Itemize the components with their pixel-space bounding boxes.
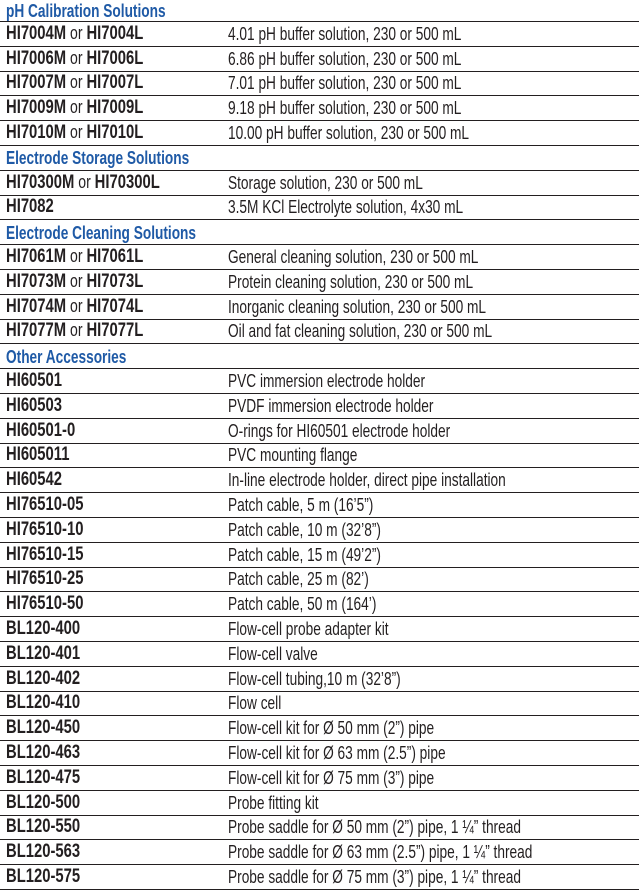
section-header-ph-calibration [0, 0, 639, 22]
description: Storage solution, 230 or 500 mL [228, 171, 423, 193]
table-row [0, 270, 639, 295]
table-row [0, 72, 639, 97]
description: Patch cable, 15 m (49’2”) [228, 543, 381, 565]
description: Oil and fat cleaning solution, 230 or 500 mL [228, 320, 493, 342]
table-row [0, 617, 639, 642]
table-row [0, 592, 639, 617]
part-number: BL120-500 [6, 791, 81, 813]
table-row [0, 320, 639, 345]
description: Flow cell [228, 692, 282, 714]
description: 10.00 pH buffer solution, 230 or 500 mL [228, 122, 470, 144]
description: Flow-cell valve [228, 642, 318, 664]
table-row [0, 865, 639, 890]
part-number: HI7061M or HI7061L [6, 246, 144, 268]
table-row [0, 295, 639, 320]
description: 7.01 pH buffer solution, 230 or 500 mL [228, 72, 462, 94]
table-row [0, 568, 639, 593]
description: Probe saddle for Ø 63 mm (2.5”) pipe, 1 ¼” thread [228, 841, 533, 863]
table-row [0, 47, 639, 72]
part-number: HI7006M or HI7006L [6, 47, 144, 69]
description: Probe saddle for Ø 50 mm (2”) pipe, 1 ¼” thread [228, 816, 521, 838]
table-row [0, 468, 639, 493]
part-number: BL120-410 [6, 692, 81, 714]
description: Flow-cell kit for Ø 50 mm (2”) pipe [228, 717, 435, 739]
part-number: BL120-400 [6, 618, 81, 640]
section-title: pH Calibration Solutions [6, 1, 166, 21]
part-number: BL120-550 [6, 816, 81, 838]
table-row [0, 692, 639, 717]
table-row [0, 840, 639, 865]
description: 3.5M KCl Electrolyte solution, 4x30 mL [228, 196, 464, 218]
description: Probe fitting kit [228, 791, 319, 813]
description: 9.18 pH buffer solution, 230 or 500 mL [228, 97, 462, 119]
table-row [0, 96, 639, 121]
table-row [0, 716, 639, 741]
description: Flow-cell probe adapter kit [228, 618, 389, 640]
table-row [0, 543, 639, 568]
description: Patch cable, 10 m (32’8”) [228, 518, 381, 540]
description: In-line electrode holder, direct pipe installation [228, 469, 506, 491]
description: Flow-cell kit for Ø 75 mm (3”) pipe [228, 766, 435, 788]
part-number: HI76510-25 [6, 568, 84, 590]
table-row [0, 667, 639, 692]
part-number: HI7073M or HI7073L [6, 270, 144, 292]
table-row [0, 22, 639, 47]
part-number: HI7004M or HI7004L [6, 22, 144, 44]
part-number: HI76510-50 [6, 593, 84, 615]
table-row [0, 245, 639, 270]
section-header-cleaning [0, 220, 639, 245]
table-row [0, 816, 639, 841]
part-number: HI76510-10 [6, 518, 84, 540]
part-number: HI7007M or HI7007L [6, 72, 144, 94]
part-number: HI76510-15 [6, 543, 84, 565]
part-number: BL120-575 [6, 865, 81, 887]
part-number: HI7077M or HI7077L [6, 320, 144, 342]
description: Patch cable, 25 m (82’) [228, 568, 369, 590]
description: Inorganic cleaning solution, 230 or 500 mL [228, 295, 487, 317]
section-title: Other Accessories [6, 346, 127, 367]
table-row [0, 419, 639, 444]
section-header-storage [0, 146, 639, 171]
table-row [0, 766, 639, 791]
part-number: HI7074M or HI7074L [6, 295, 144, 317]
table-row [0, 444, 639, 469]
section-title: Electrode Storage Solutions [6, 148, 190, 169]
part-number: HI7009M or HI7009L [6, 97, 144, 119]
part-number: BL120-563 [6, 841, 81, 863]
part-number: BL120-402 [6, 667, 81, 689]
part-number: HI605011 [6, 444, 70, 466]
part-number: HI60503 [6, 394, 63, 416]
table-row [0, 196, 639, 221]
description: PVDF immersion electrode holder [228, 394, 434, 416]
description: O-rings for HI60501 electrode holder [228, 419, 451, 441]
description: Flow-cell tubing,10 m (32’8”) [228, 667, 401, 689]
part-number: HI7010M or HI7010L [6, 122, 144, 144]
description: Probe saddle for Ø 75 mm (3”) pipe, 1 ¼” thread [228, 865, 521, 887]
section-header-other-accessories [0, 344, 639, 369]
description: 4.01 pH buffer solution, 230 or 500 mL [228, 22, 462, 44]
description: Flow-cell kit for Ø 63 mm (2.5”) pipe [228, 742, 446, 763]
description: PVC mounting flange [228, 444, 358, 466]
part-number: BL120-475 [6, 766, 81, 788]
table-row [0, 518, 639, 543]
table-row [0, 394, 639, 419]
table-row [0, 493, 639, 518]
part-number: HI60501-0 [6, 419, 76, 441]
part-number: HI70300M or HI70300L [6, 171, 160, 193]
table-row [0, 369, 639, 394]
table-row [0, 642, 639, 667]
description: Patch cable, 50 m (164’) [228, 593, 377, 615]
table-row [0, 171, 639, 196]
description: General cleaning solution, 230 or 500 mL [228, 246, 479, 268]
part-number: HI7082 [6, 196, 54, 218]
part-number: HI60542 [6, 469, 63, 491]
section-title: Electrode Cleaning Solutions [6, 222, 197, 243]
part-number: BL120-463 [6, 742, 81, 763]
table-row [0, 791, 639, 816]
part-number: BL120-401 [6, 642, 81, 664]
table-row [0, 121, 639, 146]
description: Protein cleaning solution, 230 or 500 mL [228, 270, 474, 292]
description: 6.86 pH buffer solution, 230 or 500 mL [228, 47, 462, 69]
description: PVC immersion electrode holder [228, 370, 426, 392]
table-row [0, 741, 639, 766]
description: Patch cable, 5 m (16’5”) [228, 494, 374, 516]
part-number: BL120-450 [6, 717, 81, 739]
part-number: HI60501 [6, 370, 63, 392]
part-number: HI76510-05 [6, 494, 84, 516]
